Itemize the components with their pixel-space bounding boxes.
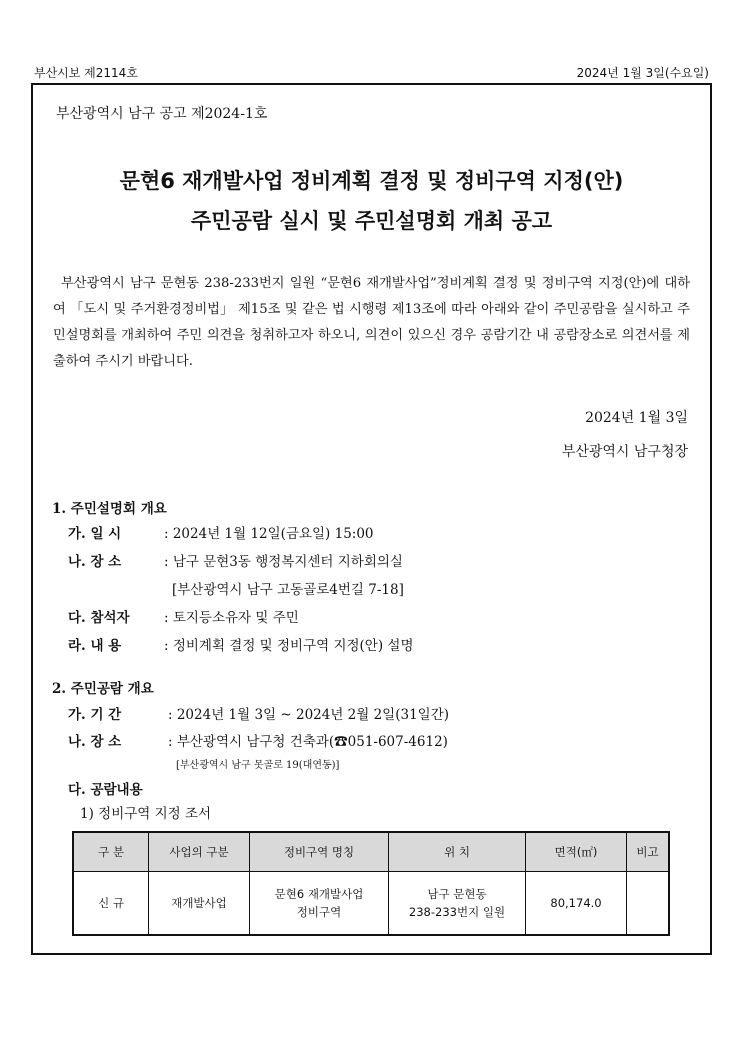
gazette-number: 부산시보 제2114호 (34, 66, 138, 80)
section1-heading: 1. 주민설명회 개요 (52, 501, 167, 517)
gazette-date: 2024년 1월 3일(수요일) (576, 66, 709, 80)
venue-value: : 남구 문현3동 행정복지센터 지하회의실 (164, 554, 403, 570)
place-value: : 부산광역시 남구청 건축과(☎051-607-4612) (168, 734, 448, 750)
col-category: 구 분 (73, 832, 149, 872)
venue-label: 나. 장 소 (68, 554, 122, 570)
zone-name-line2: 정비구역 (296, 905, 342, 919)
attendees-value: : 토지등소유자 및 주민 (164, 610, 299, 626)
cell-project-type: 재개발사업 (149, 872, 250, 936)
cell-note (627, 872, 670, 936)
notice-frame (31, 83, 712, 955)
cell-category: 신 규 (73, 872, 149, 936)
info-row (68, 703, 449, 723)
place-address: [부산광역시 남구 못골로 19(대연동)] (176, 760, 340, 771)
period-label: 가. 기 간 (68, 707, 122, 723)
info-row (68, 522, 374, 542)
notice-title-line2: 주민공람 실시 및 주민설명회 개최 공고 (190, 209, 553, 233)
content-value: : 정비계획 결정 및 정비구역 지정(안) 설명 (164, 638, 414, 654)
zone-name-line1: 문현6 재개발사업 (274, 887, 364, 901)
col-area: 면적(㎡) (526, 832, 627, 872)
period-value: : 2024년 1월 3일 ~ 2024년 2월 2일(31일간) (168, 707, 450, 723)
issuer: 부산광역시 남구청장 (561, 444, 688, 460)
content-label: 라. 내 용 (68, 638, 122, 654)
info-row (68, 606, 299, 626)
info-row (68, 634, 414, 654)
info-row (68, 550, 403, 570)
cell-location (389, 872, 526, 936)
notice-number: 부산광역시 남구 공고 제2024-1호 (56, 106, 268, 122)
col-project-type: 사업의 구분 (149, 832, 250, 872)
issue-date: 2024년 1월 3일 (585, 410, 688, 426)
datetime-label: 가. 일 시 (68, 526, 122, 542)
col-zone-name: 정비구역 명칭 (250, 832, 389, 872)
intro-paragraph: 부산광역시 남구 문현동 238-233번지 일원 “문현6 재개발사업”정비계획 결정 및 정비구역 지정(안)에 대하여 「도시 및 주거환경정비법」 제15조 및 같은 법 시행령 제13조에 따라 아래와 같이 주민공람을 실시하고 주민설명회를 개최하여 주민 의견을 청취하고자 하오니, 의견이 있으신 경우 공람기간 내 공람장소로 의견서를 제출하여 주시기 바랍니다. (53, 276, 690, 369)
attendees-label: 다. 참석자 (68, 610, 130, 626)
col-note: 비고 (627, 832, 670, 872)
location-line1: 남구 문현동 (427, 887, 487, 901)
location-line2: 238-233번지 일원 (408, 905, 506, 919)
table-header-row (73, 832, 669, 872)
datetime-value: : 2024년 1월 12일(금요일) 15:00 (164, 526, 374, 542)
cell-zone-name (250, 872, 389, 936)
content-heading: 다. 공람내용 (68, 782, 143, 798)
venue-address: [부산광역시 남구 고동골로4번길 7-18] (172, 582, 404, 598)
cell-area: 80,174.0 (526, 872, 627, 936)
place-label: 나. 장 소 (68, 734, 122, 750)
col-location: 위 치 (389, 832, 526, 872)
section2-heading: 2. 주민공람 개요 (52, 681, 154, 697)
notice-title-line1: 문현6 재개발사업 정비계획 결정 및 정비구역 지정(안) (119, 169, 624, 193)
sub-heading: 1) 정비구역 지정 조서 (80, 806, 212, 822)
info-row (68, 730, 448, 750)
table-row (73, 872, 669, 936)
zone-designation-table (72, 831, 670, 936)
